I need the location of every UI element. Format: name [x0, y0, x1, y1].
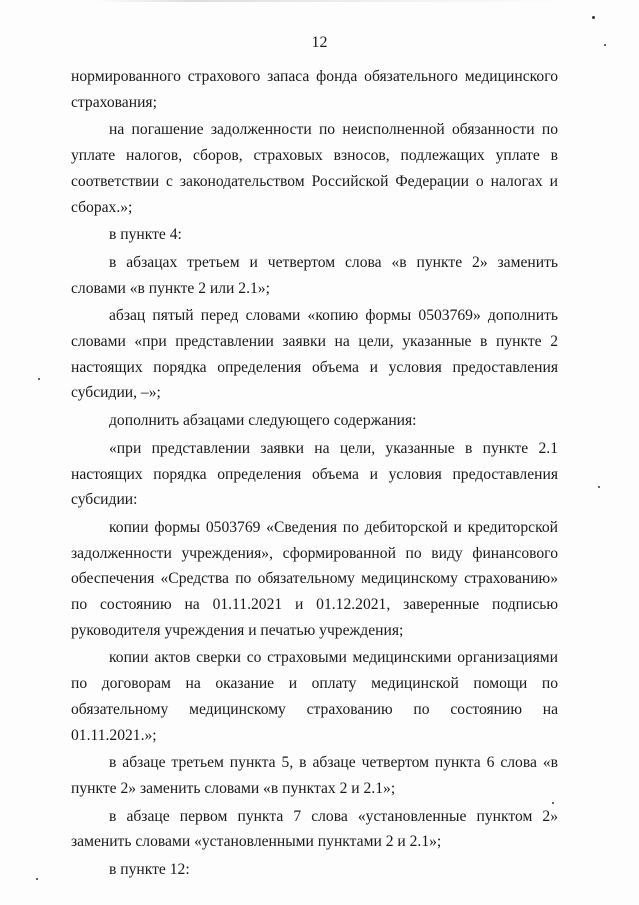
- scan-speck: [592, 16, 595, 19]
- paragraph-4: в абзацах третьем и четвертом слова «в пункте 2» заменить словами «в пункте 2 или 2.1»;: [71, 253, 558, 297]
- scan-edge-shadow: [95, 0, 575, 2]
- scan-speck: [604, 44, 606, 46]
- paragraph-10: в абзаце третьем пункта 5, в абзаце четвертом пункта 6 слова «в пункте 2» заменить словами «в пунктах 2 и 2.1»;: [71, 754, 558, 797]
- scan-speck: [36, 878, 38, 880]
- scan-speck: [38, 378, 40, 380]
- scan-speck: [598, 486, 600, 488]
- scan-speck: [552, 802, 554, 804]
- document-body: [71, 64, 558, 883]
- paragraph-5: абзац пятый перед словами «копию формы 0503769» дополнить словами «при представлении заявки на цели, указанные в пункте 2 настоящих порядка определения объема и условия предоставления субсидии, –»;: [71, 307, 558, 402]
- paragraph-8: копии формы 0503769 «Сведения по дебиторской и кредиторской задолженности учреждения», сформированной по виду финансового обеспечения «Средства по обязательному медицинскому страхованию» по состоянию на 01.11.2021 и 01.12.2021, заверенные подписью руководителя учреждения и печатью учреждения;: [71, 518, 558, 639]
- paragraph-12: в пункте 12:: [109, 861, 190, 879]
- paragraph-2: на погашение задолженности по неисполненной обязанности по уплате налогов, сборов, страховых взносов, подлежащих уплате в соответствии с законодательством Российской Федерации о налогах и сборах.»;: [71, 121, 558, 216]
- page-number: 12: [311, 34, 328, 51]
- paragraph-3: в пункте 4:: [109, 226, 182, 244]
- paragraph-6: дополнить абзацами следующего содержания:: [109, 412, 417, 430]
- paragraph-7: «при представлении заявки на цели, указанные в пункте 2.1 настоящих порядка определения объема и условия предоставления субсидии:: [71, 439, 558, 509]
- paragraph-11: в абзаце первом пункта 7 слова «установленные пунктом 2» заменить словами «установленными пунктами 2 и 2.1»;: [71, 807, 558, 851]
- paragraph-1: нормированного страхового запаса фонда обязательного медицинского страхования;: [71, 68, 558, 111]
- paragraph-9: копии актов сверки со страховыми медицинскими организациями по договорам на оказание и оплату медицинской помощи по обязательному медицинскому страхованию по состоянию на 01.11.2021.»;: [71, 649, 558, 744]
